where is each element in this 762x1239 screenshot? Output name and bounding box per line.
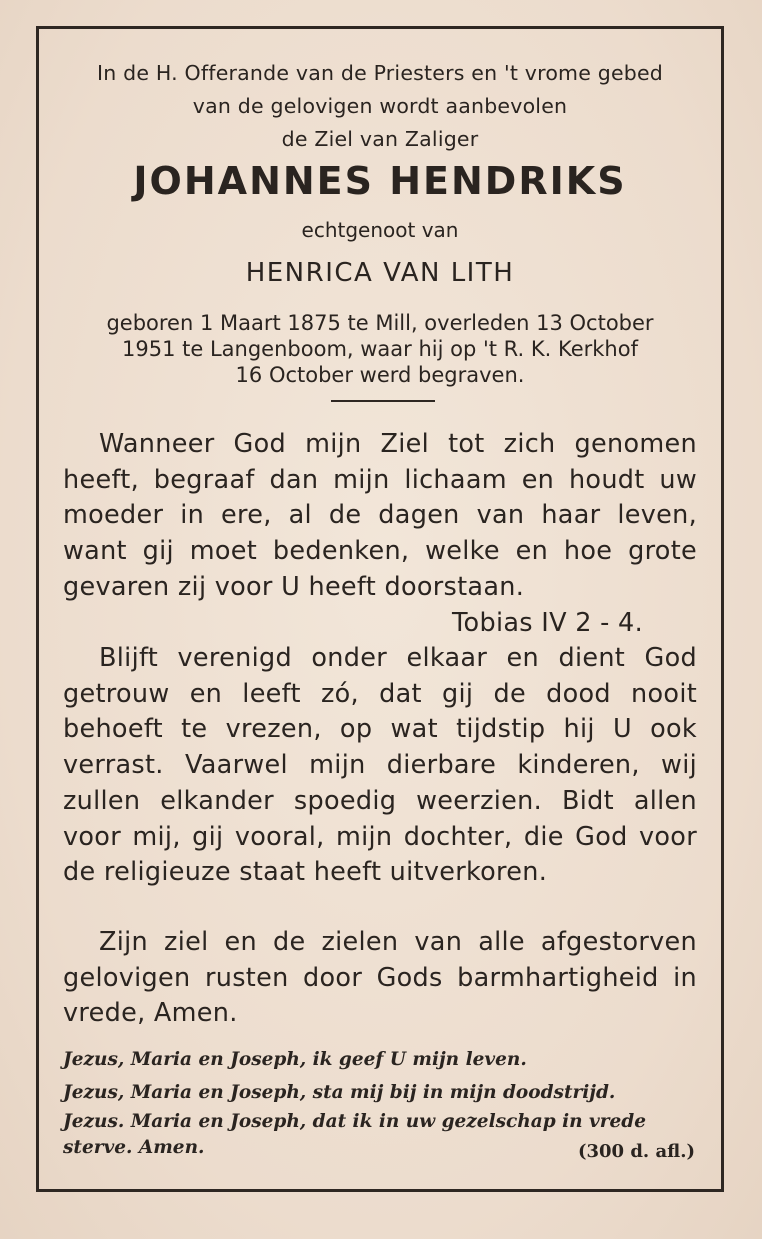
spouse-name: HENRICA VAN LITH [245, 258, 515, 288]
prayer-line: Jezus, Maria en Joseph, ik geef U mijn leven. [63, 1049, 527, 1070]
intro-line: de Ziel van Zaliger [281, 127, 479, 151]
verse-closing [63, 925, 697, 1032]
intro-line: van de gelovigen wordt aanbevolen [192, 94, 568, 118]
dates-line: 16 October werd begraven. [235, 363, 525, 387]
life-dates [39, 310, 721, 388]
spouse-label: echtgenoot van [301, 218, 459, 242]
deceased-name: JOHANNES HENDRIKS [133, 159, 627, 203]
indulgence-note: (300 d. afl.) [577, 1141, 695, 1162]
prayer-line: Jezus. Maria en Joseph, dat ik in uw gezelschap in vrede sterve. Amen. [63, 1111, 646, 1158]
intro-line: In de H. Offerande van de Priesters en 't vrome gebed [96, 61, 664, 85]
intro-text [39, 57, 721, 156]
verse-text: Wanneer God mijn Ziel tot zich genomen heeft, begraaf dan mijn lichaam en houdt uw moeder in ere, al de dagen van haar leven, want gij moet bedenken, welke en hoe grote gevaren zij voor U heeft doorstaan. [63, 429, 697, 602]
verse-farewell [63, 641, 697, 891]
verse-citation: Tobias IV 2 - 4. [452, 607, 643, 638]
divider-line [331, 400, 435, 402]
dates-line: geboren 1 Maart 1875 te Mill, overleden 13 October [106, 311, 654, 335]
verse-text: Blijft verenigd onder elkaar en dient God getrouw en leeft zó, dat gij de dood nooit behoeft te vrezen, op wat tijdstip hij U ook verrast. Vaarwel mijn dierbare kinderen, wij zullen elkander spoedig weerzien. Bidt allen voor mij, gij vooral, mijn dochter, die God voor de religieuze staat heeft uitverkoren. [63, 643, 697, 888]
prayer-line: Jezus, Maria en Joseph, sta mij bij in mijn doodstrijd. [63, 1082, 616, 1103]
verse-tobias [63, 427, 697, 641]
verse-text: Zijn ziel en de zielen van alle afgestorven gelovigen rusten door Gods barmhartigheid in vrede, Amen. [63, 927, 697, 1029]
card-frame [36, 26, 724, 1192]
dates-line: 1951 te Langenboom, waar hij op 't R. K. Kerkhof [122, 337, 638, 361]
